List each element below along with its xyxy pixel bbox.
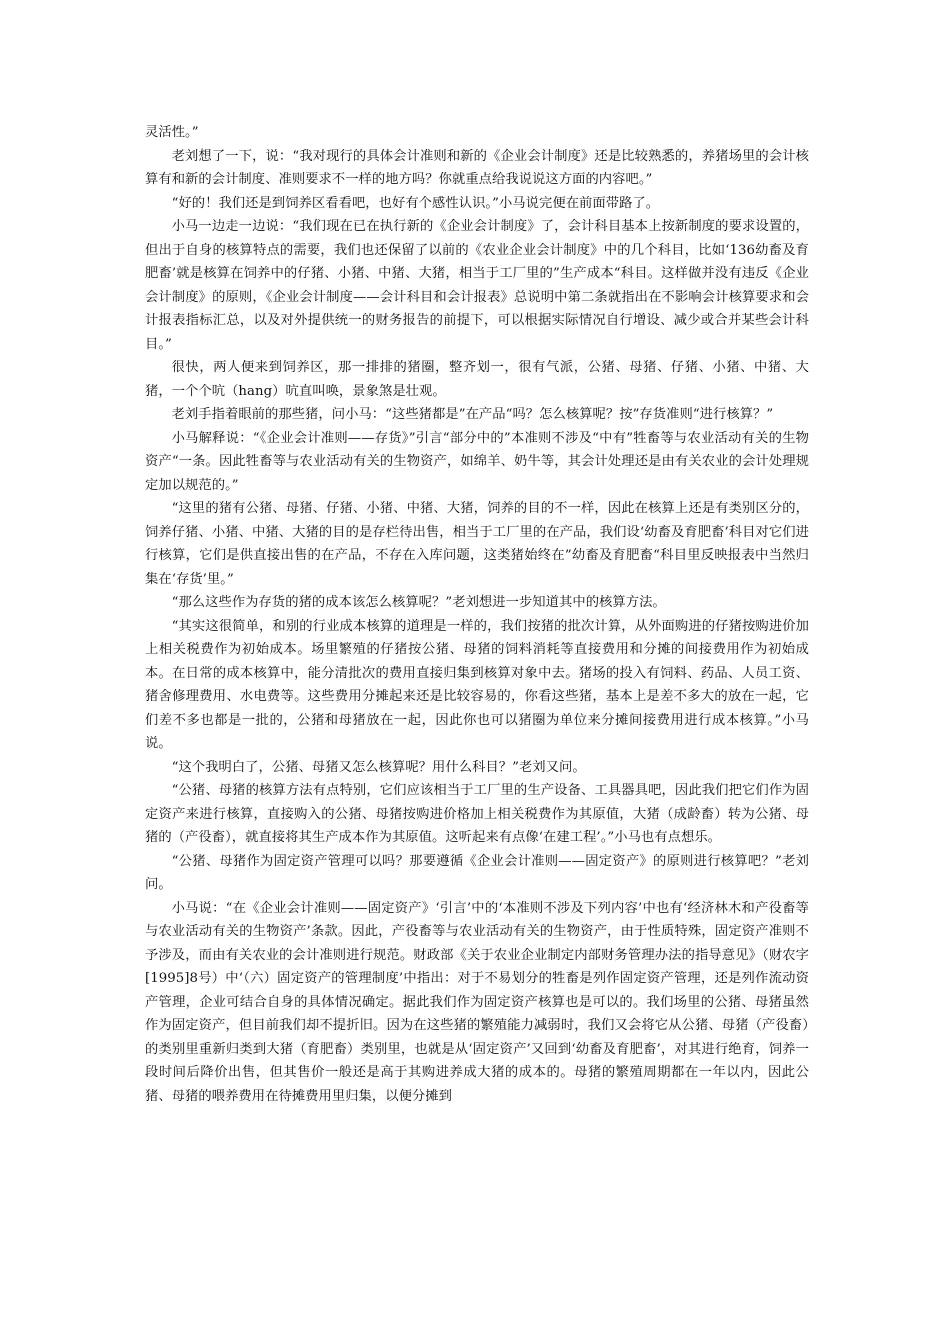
paragraph: “这里的猪有公猪、母猪、仔猪、小猪、中猪、大猪，饲养的目的不一样，因此在核算上还是有类别区分的，饲养仔猪、小猪、中猪、大猪的目的是存栏待出售，相当于工厂里的在产品，我们设‘幼畜及育肥畜’科目对它们进行核算，它们是供直接出售的在产品，不存在入库问题，这类猪始终在”幼畜及育肥畜“科目里反映报表中当然归集在‘存货’里。” xyxy=(145,501,809,587)
paragraph-continuation: 灵活性。” xyxy=(145,125,199,140)
paragraph: “其实这很简单，和别的行业成本核算的道理是一样的，我们按猪的批次计算，从外面购进的仔猪按购进价加上相关税费作为初始成本。场里繁殖的仔猪按公猪、母猪的饲料消耗等直接费用和分摊的间接费用作为初始成本。在日常的成本核算中，能分清批次的费用直接归集到核算对象中去。猪场的投入有饲料、药品、人员工资、猪舍修理费用、水电费等。这些费用分摊起来还是比较容易的，你看这些猪，基本上是差不多大的放在一起，它们差不多也都是一批的，公猪和母猪放在一起，因此你也可以猪圈为单位来分摊间接费用进行成本核算。”小马说。 xyxy=(145,618,809,751)
document-body xyxy=(145,121,809,1108)
paragraph: “公猪、母猪作为固定资产管理可以吗？那要遵循《企业会计准则——固定资产》的原则进行核算吧？”老刘问。 xyxy=(145,853,809,892)
paragraph: “这个我明白了，公猪、母猪又怎么核算呢？用什么科目？”老刘又问。 xyxy=(171,759,586,775)
paragraph: 老刘想了一下，说：“我对现行的具体会计准则和新的《企业会计制度》还是比较熟悉的，养猪场里的会计核算有和新的会计制度、准则要求不一样的地方吗？你就重点给我说说这方面的内容吧。” xyxy=(145,148,809,187)
paragraph: 小马说：“在《企业会计准则——固定资产》‘引言’中的‘本准则不涉及下列内容’中也有‘经济林木和产役畜等与农业活动有关的生物资产’条款。因此，产役畜等与农业活动有关的生物资产，由于性质特殊，固定资产准则不予涉及，而由有关农业的会计准则进行规范。财政部《关于农业企业制定内部财务管理办法的指导意见》（财农字[1995]8号）中‘（六）固定资产的管理制度’中指出：对于不易划分的牲畜是列作固定资产管理，还是列作流动资产管理，企业可结合自身的具体情况确定。据此我们作为固定资产核算也是可以的。我们场里的公猪、母猪虽然作为固定资产，但目前我们却不提折旧。因为在这些猪的繁殖能力减弱时，我们又会将它从公猪、母猪（产役畜）的类别里重新归类到大猪（育肥畜）类别里，也就是从‘固定资产’又回到‘幼畜及育肥畜’，对其进行绝育，饲养一段时间后降价出售，但其售价一般还是高于其购进养成大猪的成本的。母猪的繁殖周期都在一年以内，因此公猪、母猪的喂养费用在待摊费用里归集，以便分摊到 xyxy=(145,900,809,1104)
paragraph: 小马解释说：“《企业会计准则——存货》”引言“部分中的”本准则不涉及“中有”牲畜等与农业活动有关的生物资产“一条。因此牲畜等与农业活动有关的生物资产，如绵羊、奶牛等，其会计处理还是由有关农业的会计处理规定加以规范的。” xyxy=(145,430,809,493)
paragraph: 很快，两人便来到饲养区，那一排排的猪圈，整齐划一，很有气派，公猪、母猪、仔猪、小猪、中猪、大猪，一个个吭（hang）吭直叫唤，景象煞是壮观。 xyxy=(145,360,809,399)
paragraph: 小马一边走一边说：“我们现在已在执行新的《企业会计制度》了，会计科目基本上按新制度的要求设置的，但出于自身的核算特点的需要，我们也还保留了以前的《农业企业会计制度》中的几个科目，比如‘136幼畜及育肥畜’就是核算在饲养中的仔猪、小猪、中猪、大猪，相当于工厂里的”生产成本“科目。这样做并没有违反《企业会计制度》的原则，《企业会计制度——会计科目和会计报表》总说明中第二条就指出在不影响会计核算要求和会计报表指标汇总，以及对外提供统一的财务报告的前提下，可以根据实际情况自行增设、减少或合并某些会计科目。” xyxy=(145,219,809,352)
paragraph: 老刘手指着眼前的那些猪，问小马：“这些猪都是”在产品“吗？怎么核算呢？按”存货准则“进行核算？” xyxy=(171,407,774,422)
paragraph: “公猪、母猪的核算方法有点特别，它们应该相当于工厂里的生产设备、工具器具吧，因此我们把它们作为固定资产来进行核算，直接购入的公猪、母猪按购进价格加上相关税费作为其原值，大猪（成龄畜）转为公猪、母猪的（产役畜），就直接将其生产成本作为其原值。这听起来有点像‘在建工程’。”小马也有点想乐。 xyxy=(145,783,809,845)
paragraph: “那么这些作为存货的猪的成本该怎么核算呢？”老刘想进一步知道其中的核算方法。 xyxy=(171,595,666,610)
paragraph: “好的！我们还是到饲养区看看吧，也好有个感性认识。”小马说完便在前面带路了。 xyxy=(171,195,660,211)
